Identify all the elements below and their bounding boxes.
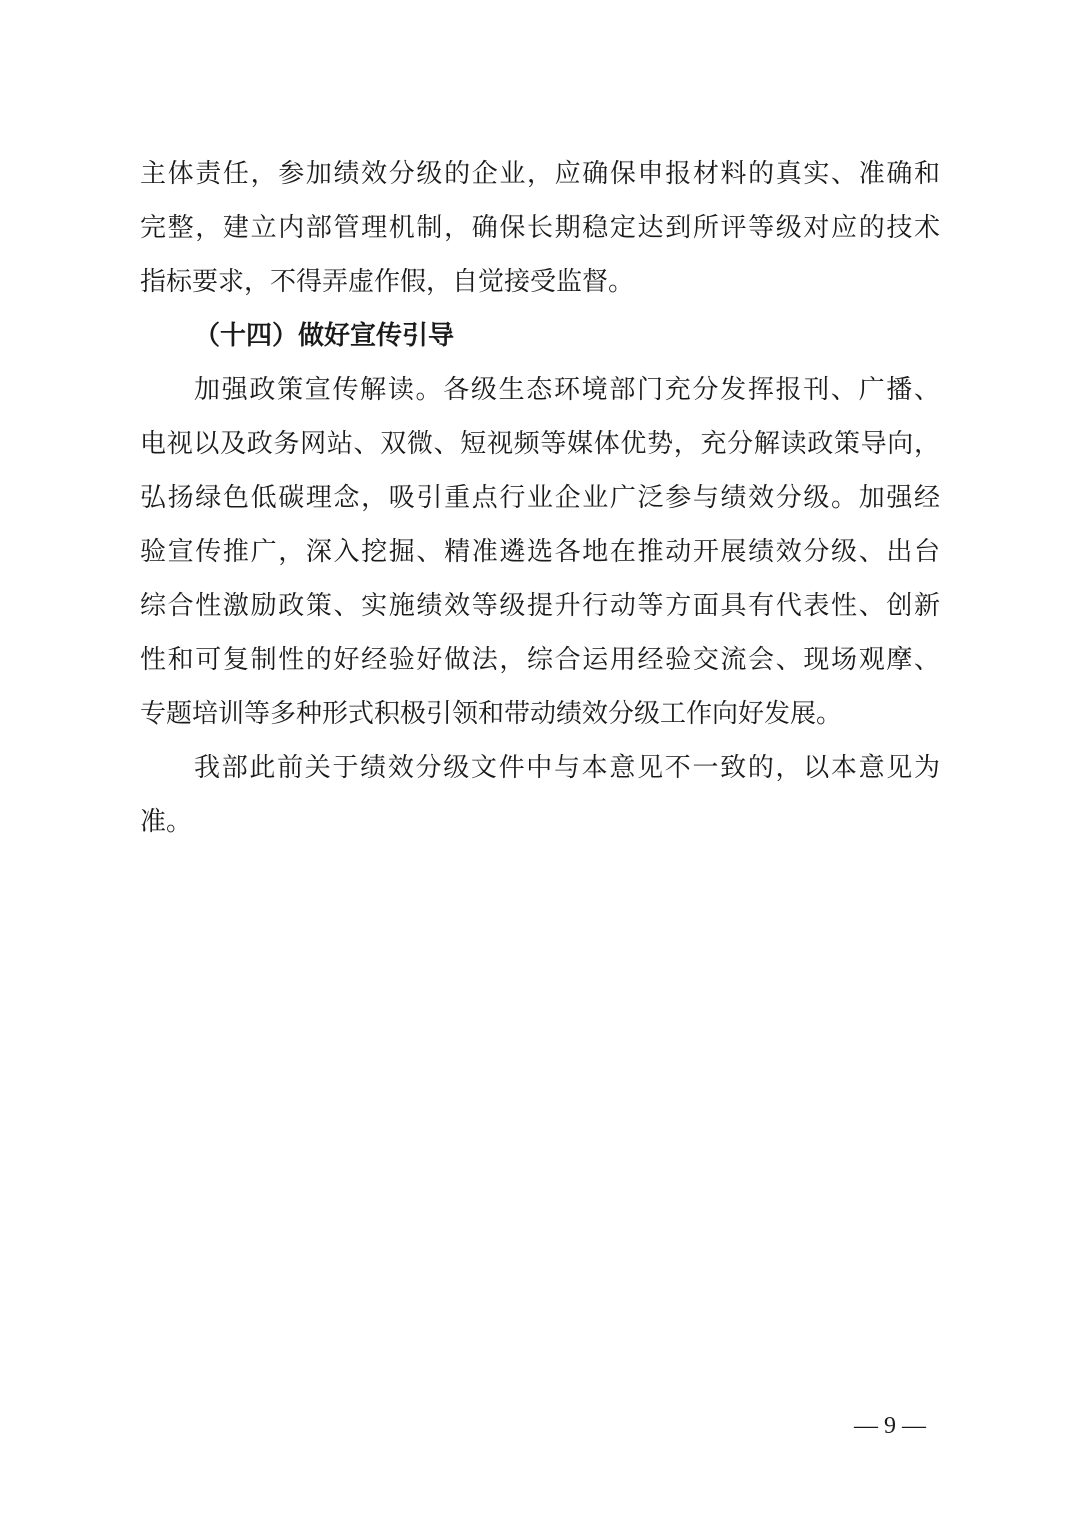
text-line: 电视以及政务网站、双微、短视频等媒体优势，充分解读政策导向， (140, 429, 940, 459)
text-line: 我部此前关于绩效分级文件中与本意见不一致的，以本意见为 (194, 753, 940, 783)
text-line: 验宣传推广，深入挖掘、精准遴选各地在推动开展绩效分级、出台 (140, 537, 940, 567)
text-line: 准。 (140, 807, 193, 837)
paragraph-continued (140, 147, 940, 309)
text-line: 综合性激励政策、实施绩效等级提升行动等方面具有代表性、创新 (140, 591, 940, 621)
page-number: — 9 — (854, 1413, 926, 1439)
text-line: 专题培训等多种形式积极引领和带动绩效分级工作向好发展。 (140, 699, 843, 729)
text-line: 弘扬绿色低碳理念，吸引重点行业企业广泛参与绩效分级。加强经 (140, 483, 940, 513)
paragraph-publicity (140, 363, 940, 741)
text-line: 加强政策宣传解读。各级生态环境部门充分发挥报刊、广播、 (194, 375, 940, 405)
text-line: 主体责任，参加绩效分级的企业，应确保申报材料的真实、准确和 (140, 159, 940, 189)
body-text (140, 147, 940, 849)
section-heading: （十四）做好宣传引导 (194, 321, 455, 351)
text-line: 指标要求，不得弄虚作假，自觉接受监督。 (140, 267, 635, 297)
paragraph-final (140, 741, 940, 849)
text-line: 完整，建立内部管理机制，确保长期稳定达到所评等级对应的技术 (140, 213, 940, 243)
text-line: 性和可复制性的好经验好做法，综合运用经验交流会、现场观摩、 (140, 645, 940, 675)
